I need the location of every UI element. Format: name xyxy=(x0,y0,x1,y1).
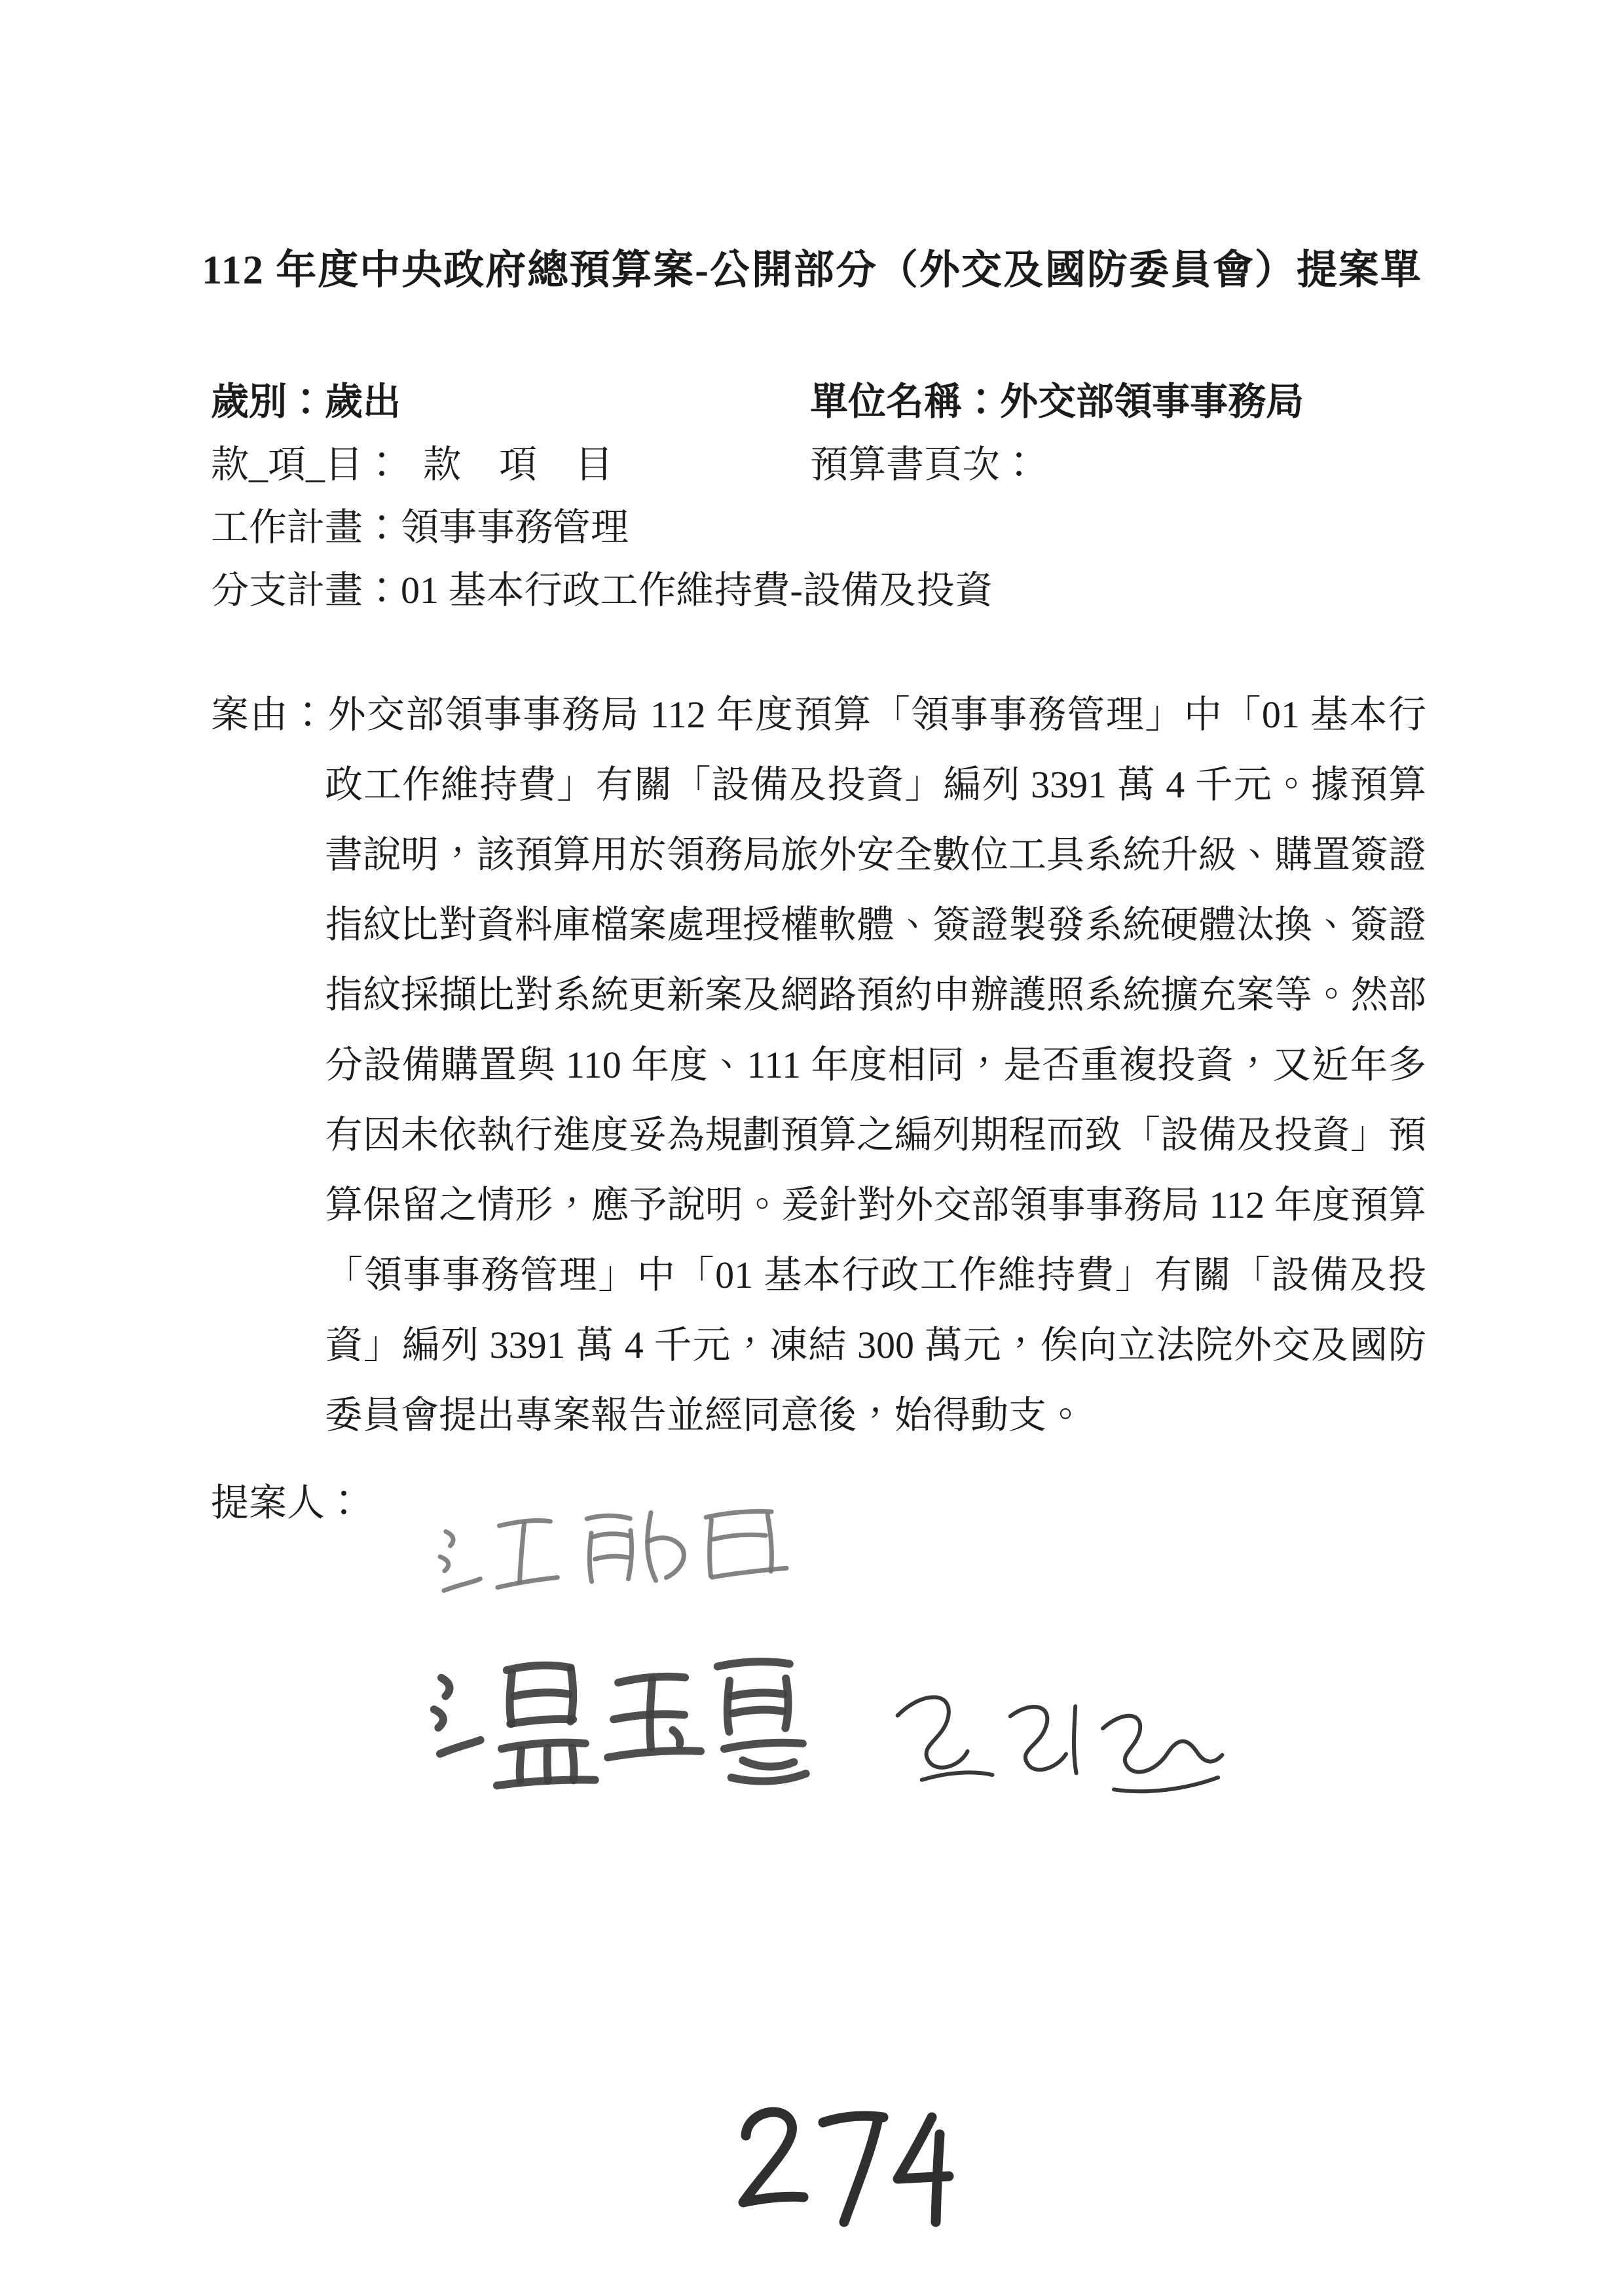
item-label: 款_項_目： xyxy=(211,443,401,486)
budget-page-field xyxy=(810,433,1429,496)
handwritten-signature-1 xyxy=(430,1487,814,1615)
handwritten-page-number xyxy=(724,2094,959,2238)
work-plan-label: 工作計畫： xyxy=(211,506,401,549)
case-description xyxy=(211,680,1426,1450)
case-body: 外交部領事事務局 112 年度預算「領事事務管理」中「01 基本行政工作維持費」有關「設備及投資」編列 3391 萬 4 千元。據預算書說明，該預算用於領務局旅外安全數位工具系統升級、購置簽證指紋比對資料庫檔案處理授權軟體、簽證製發系統硬體汰換、簽證指紋採擷比對系統更新案及網路預約申辦護照系統擴充案等。然部分設備購置與 110 年度、111 年度相同，是否重複投資，又近年多有因未依執行進度妥為規劃預算之編列期程而致「設備及投資」預算保留之情形，應予說明。爰針對外交部領事事務局 112 年度預算「領事事務管理」中「01 基本行政工作維持費」有關「設備及投資」編列 3391 萬 4 千元，凍結 300 萬元，俟向立法院外交及國防委員會提出專案報告並經同意後，始得動支。 xyxy=(325,693,1427,1436)
header-row-branch-plan xyxy=(211,559,1429,622)
branch-plan-label: 分支計畫： xyxy=(211,569,401,611)
item-value: 款 項 目 xyxy=(423,443,614,486)
unit-label: 單位名稱： xyxy=(810,380,1001,423)
unit-value: 外交部領事事務局 xyxy=(1000,380,1304,423)
case-paragraph xyxy=(211,680,1426,1450)
work-plan-field xyxy=(211,496,810,559)
document-title: 112 年度中央政府總預算案-公開部分（外交及國防委員會）提案單 xyxy=(202,248,1422,293)
fiscal-field xyxy=(211,371,810,433)
handwritten-signature-2 xyxy=(421,1619,824,1810)
unit-field xyxy=(810,371,1429,433)
budget-page-label: 預算書頁次： xyxy=(810,443,1039,486)
header-row-item xyxy=(211,433,1429,496)
case-label: 案由： xyxy=(211,693,328,736)
fiscal-value: 歲出 xyxy=(325,380,401,423)
header-row-work-plan xyxy=(211,496,1429,559)
handwritten-signature-3 xyxy=(877,1659,1231,1824)
work-plan-value: 領事事務管理 xyxy=(401,506,629,549)
header-row-fiscal xyxy=(211,371,1429,433)
header-fields xyxy=(211,371,1429,622)
item-field xyxy=(211,433,810,496)
proposer-label: 提案人： xyxy=(211,1482,363,1524)
branch-plan-field xyxy=(211,559,1429,622)
fiscal-label: 歲別： xyxy=(211,380,325,423)
branch-plan-value: 01 基本行政工作維持費-設備及投資 xyxy=(401,569,993,611)
